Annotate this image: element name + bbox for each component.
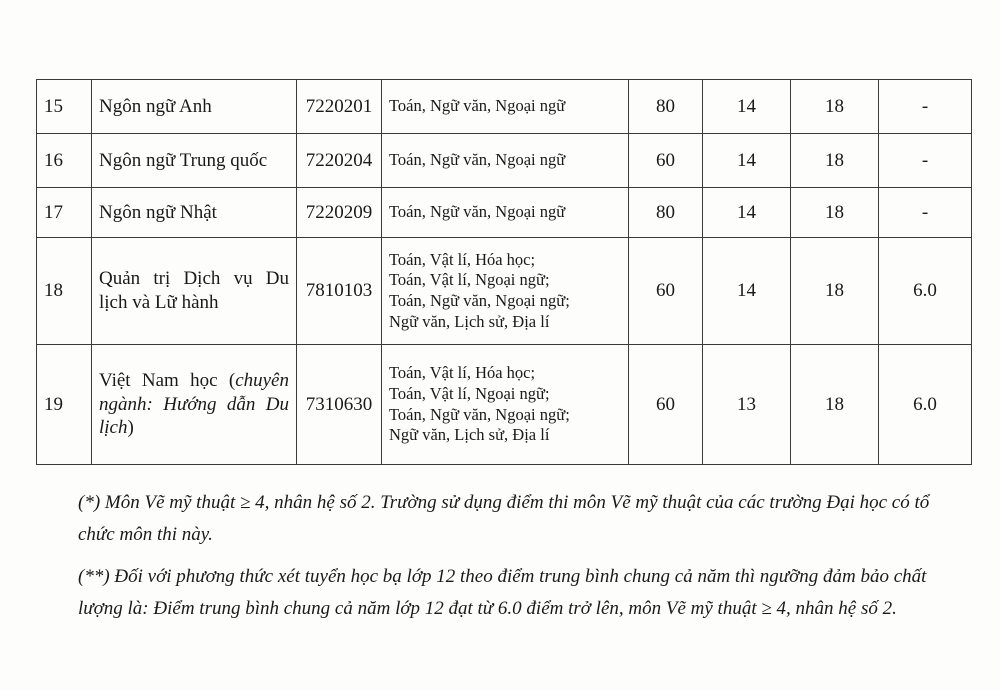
subject-combination: Toán, Ngữ văn, Ngoại ngữ	[389, 202, 566, 222]
table-row	[37, 238, 972, 345]
major-name	[92, 188, 297, 238]
quota-cell: 80	[629, 80, 703, 134]
footnote-art-subject: (*) Môn Vẽ mỹ thuật ≥ 4, nhân hệ số 2. Trường sử dụng điểm thi môn Vẽ mỹ thuật của các trường Đại học có tổ chức môn thi này.	[78, 492, 930, 545]
quota-cell: 80	[629, 188, 703, 238]
score-cell: 14	[703, 80, 791, 134]
major-name-line: Ngôn ngữ Nhật	[99, 201, 217, 223]
major-name-line: Quản trị Dịch vụ Du	[99, 268, 289, 290]
major-name-text: )	[127, 417, 134, 439]
major-name-line: Ngôn ngữ Trung quốc	[99, 149, 268, 171]
table-row	[37, 345, 972, 465]
major-name	[92, 134, 297, 188]
major-name-italic: ngành: Hướng dẫn Du	[99, 393, 289, 415]
subject-combination: Toán, Vật lí, Ngoại ngữ;	[389, 383, 550, 403]
row-number: 15	[37, 80, 92, 134]
row-number: 18	[37, 238, 92, 345]
quota-cell: 60	[629, 345, 703, 465]
subject-combinations	[382, 188, 629, 238]
major-code: 7220201	[297, 80, 382, 134]
major-name-text: Việt Nam học (	[99, 369, 236, 391]
score-cell: -	[879, 134, 972, 188]
score-cell: -	[879, 188, 972, 238]
score-cell: 18	[791, 345, 879, 465]
major-name	[92, 80, 297, 134]
subject-combinations	[382, 345, 629, 465]
row-number: 17	[37, 188, 92, 238]
subject-combination: Toán, Vật lí, Hóa học;	[389, 363, 536, 383]
row-number: 16	[37, 134, 92, 188]
score-cell: 6.0	[879, 345, 972, 465]
major-name-italic: chuyên	[235, 369, 289, 391]
major-name-line: Ngôn ngữ Anh	[99, 95, 212, 117]
subject-combinations	[382, 134, 629, 188]
major-name-line	[99, 369, 289, 393]
footnotes	[78, 487, 940, 635]
major-name-italic: lịch	[99, 417, 128, 439]
major-name-line	[99, 416, 289, 440]
score-cell: 14	[703, 134, 791, 188]
admissions-table	[36, 79, 972, 465]
subject-combinations	[382, 80, 629, 134]
major-code: 7220209	[297, 188, 382, 238]
subject-combination: Toán, Ngữ văn, Ngoại ngữ;	[389, 291, 570, 310]
major-name	[92, 238, 297, 345]
major-name	[92, 345, 297, 465]
score-cell: 18	[791, 238, 879, 345]
quota-cell: 60	[629, 238, 703, 345]
score-cell: 6.0	[879, 238, 972, 345]
major-code: 7810103	[297, 238, 382, 345]
score-cell: -	[879, 80, 972, 134]
row-number: 19	[37, 345, 92, 465]
major-name-line	[99, 393, 289, 417]
score-cell: 14	[703, 188, 791, 238]
subject-combination: Toán, Ngữ văn, Ngoại ngữ;	[389, 404, 570, 424]
score-cell: 18	[791, 134, 879, 188]
table-row	[37, 134, 972, 188]
score-cell: 13	[703, 345, 791, 465]
footnote-transcript-threshold: (**) Đối với phương thức xét tuyển học bạ lớp 12 theo điểm trung bình chung cả năm thì ngưỡng đảm bảo chất lượng là: Điểm trung bình chung cả năm lớp 12 đạt từ 6.0 điểm trở lên, môn Vẽ mỹ thuật ≥ 4, nhân hệ số 2.	[78, 566, 927, 619]
score-cell: 18	[791, 188, 879, 238]
subject-combination: Toán, Vật lí, Hóa học;	[389, 249, 536, 269]
subject-combinations	[382, 238, 629, 345]
quota-cell: 60	[629, 134, 703, 188]
subject-combination: Ngữ văn, Lịch sử, Địa lí	[389, 311, 550, 331]
subject-combination: Toán, Vật lí, Ngoại ngữ;	[389, 270, 550, 290]
major-code: 7220204	[297, 134, 382, 188]
major-name-line: lịch và Lữ hành	[99, 292, 219, 313]
table-row	[37, 80, 972, 134]
subject-combination: Toán, Ngữ văn, Ngoại ngữ	[389, 96, 566, 116]
table-row	[37, 188, 972, 238]
subject-combination: Toán, Ngữ văn, Ngoại ngữ	[389, 150, 566, 170]
subject-combination: Ngữ văn, Lịch sử, Địa lí	[389, 425, 550, 445]
score-cell: 18	[791, 80, 879, 134]
major-code: 7310630	[297, 345, 382, 465]
score-cell: 14	[703, 238, 791, 345]
